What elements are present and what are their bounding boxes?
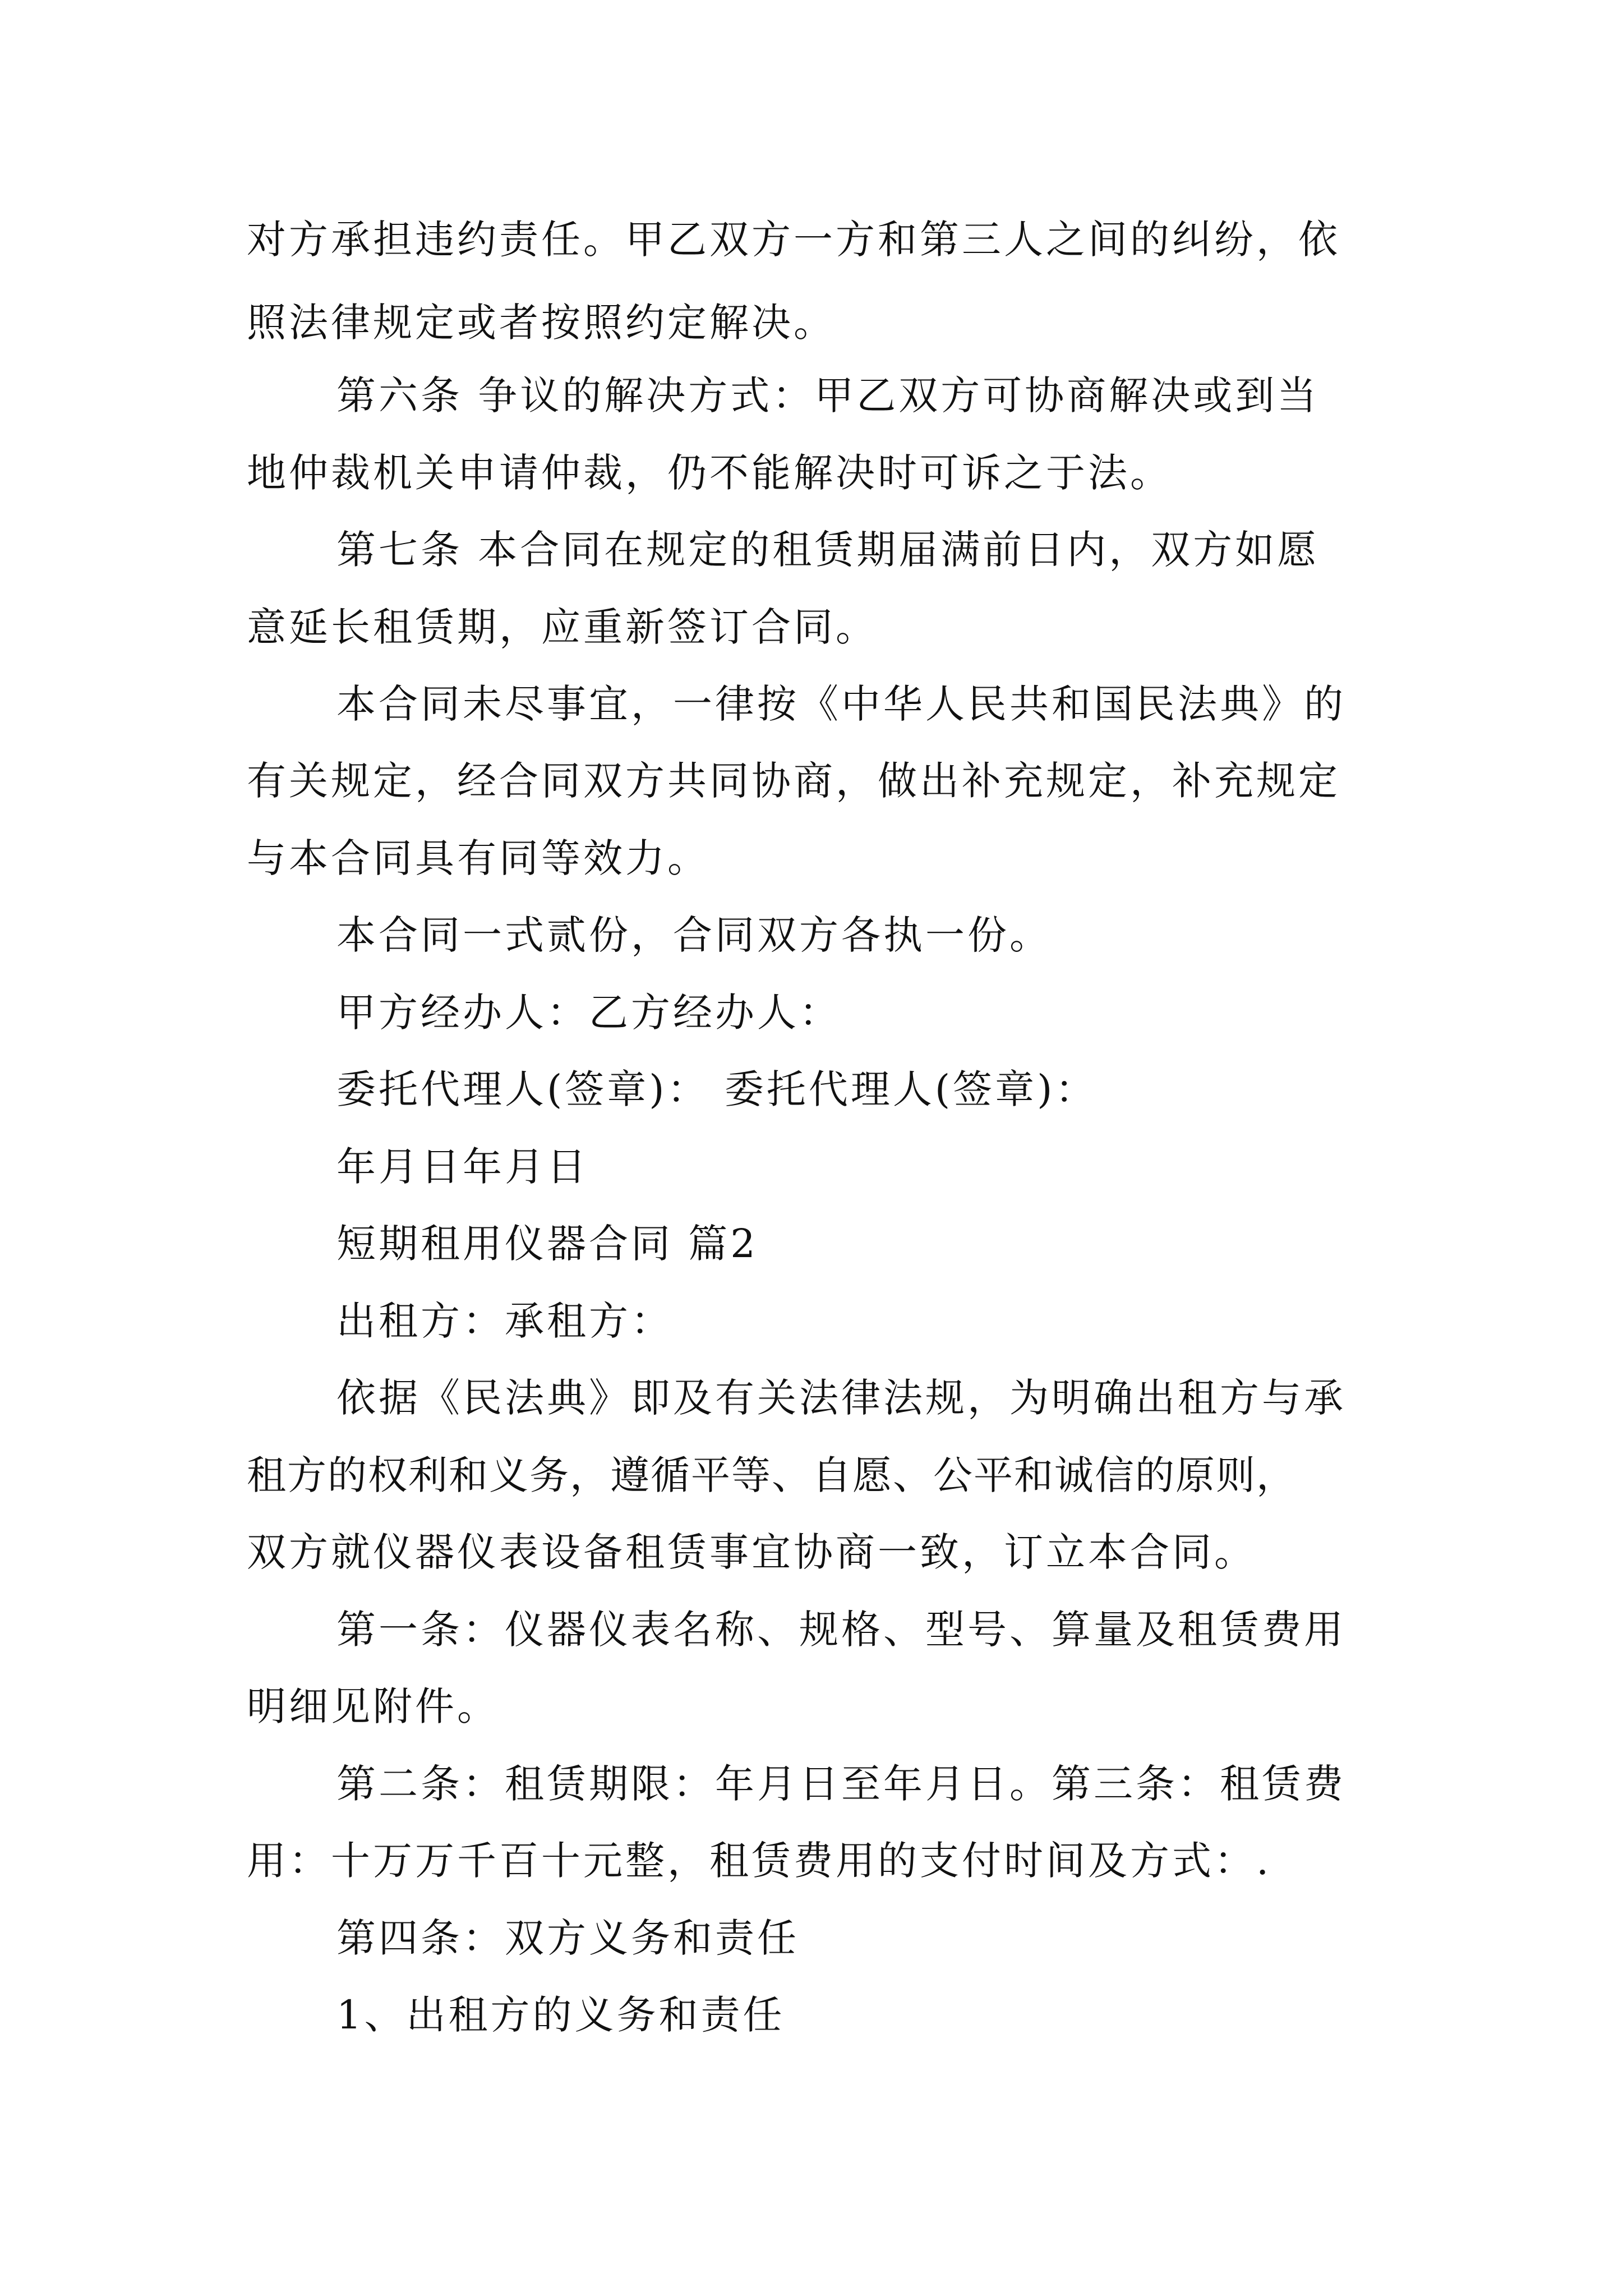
text-line: 租方的权利和义务，遵循平等、自愿、公平和诚信的原则， [247,1452,1297,1498]
text-line: 用：十万万千百十元整，租赁费用的支付时间及方式：. [247,1838,1272,1884]
text-line: 有关规定，经合同双方共同协商，做出补充规定，补充规定 [247,758,1340,804]
text-line: 第六条 争议的解决方式：甲乙双方可协商解决或到当 [336,372,1320,418]
text-line: 甲方经办人：乙方经办人： [336,990,841,1036]
text-line: 双方就仪器仪表设备租赁事宜协商一致，订立本合同。 [247,1529,1256,1575]
text-line: 本合同一式贰份，合同双方各执一份。 [336,912,1052,958]
text-line: 与本合同具有同等效力。 [247,835,709,881]
text-line: 1、出租方的义务和责任 [336,1992,785,2038]
text-line: 照法律规定或者按照约定解决。 [247,300,836,346]
text-line: 第四条：双方义务和责任 [336,1915,799,1961]
text-line: 年月日年月日 [336,1144,589,1190]
text-line: 第七条 本合同在规定的租赁期届满前日内，双方如愿 [336,527,1320,573]
text-line: 第二条：租赁期限：年月日至年月日。第三条：租赁费 [336,1761,1346,1807]
text-line: 意延长租赁期，应重新签订合同。 [247,604,878,650]
text-line: 本合同未尽事宜，一律按《中华人民共和国民法典》的 [336,681,1346,727]
text-line: 地仲裁机关申请仲裁，仍不能解决时可诉之于法。 [247,450,1172,496]
text-line: 明细见附件。 [247,1683,499,1729]
text-line: 委托代理人(签章)： 委托代理人(签章)： [336,1066,1098,1112]
text-line: 依据《民法典》即及有关法律法规，为明确出租方与承 [336,1375,1346,1421]
section-heading: 短期租用仪器合同 篇2 [336,1221,758,1267]
text-line: 对方承担违约责任。甲乙双方一方和第三人之间的纠纷，依 [247,217,1340,263]
text-line: 出租方：承租方： [336,1298,673,1344]
text-line: 第一条：仪器仪表名称、规格、型号、算量及租赁费用 [336,1607,1346,1653]
